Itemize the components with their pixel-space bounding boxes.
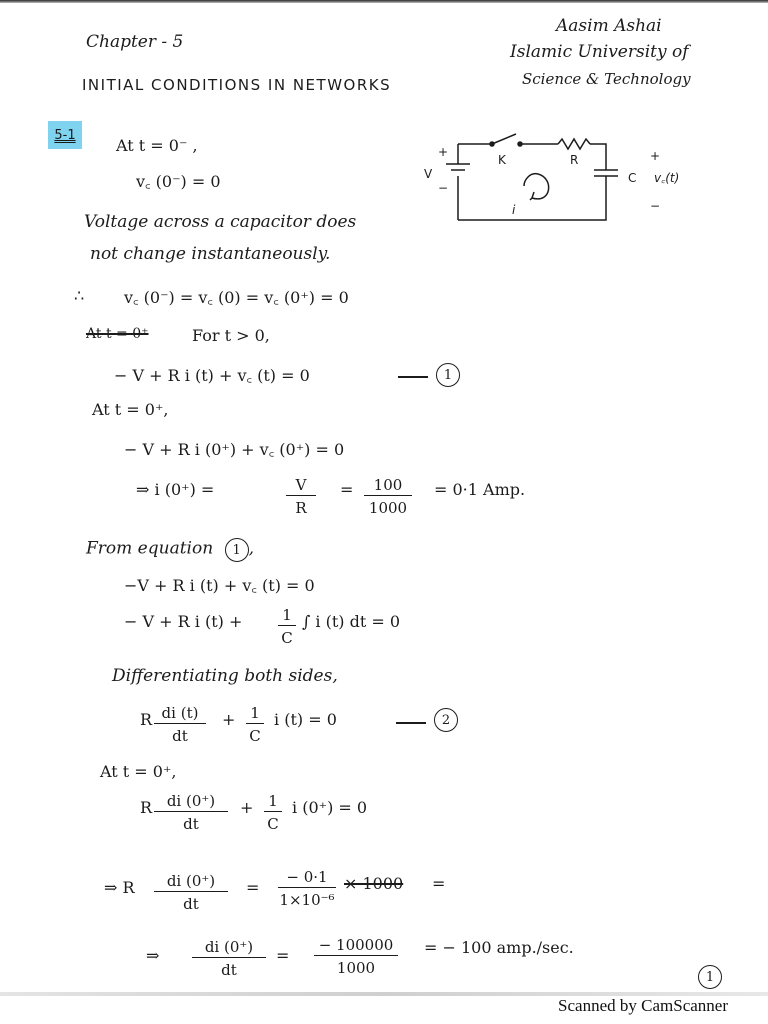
therefore-symbol: ∴ bbox=[74, 286, 85, 305]
statement-line-1: Voltage across a capacitor does bbox=[84, 212, 357, 232]
fraction-di-dt: $\frac{di (t)}{dt}$ bbox=[154, 704, 206, 745]
capacitor-label: C bbox=[628, 171, 637, 185]
voltage-equality-chain: v꜀ (0⁻) = v꜀ (0) = v꜀ (0⁺) = 0 bbox=[124, 288, 349, 307]
source-minus: − bbox=[438, 181, 449, 195]
source-label: V bbox=[424, 167, 433, 181]
affiliation-line-2: Science & Technology bbox=[522, 70, 691, 88]
kvl-repeat: −V + R i (t) + v꜀ (t) = 0 bbox=[124, 576, 315, 595]
diff-eq-plus: + bbox=[222, 710, 236, 729]
equals-sign-4: = bbox=[276, 946, 290, 965]
topic-title: INITIAL CONDITIONS IN NETWORKS bbox=[82, 76, 392, 94]
diff-zero-plus-plus: + bbox=[240, 798, 254, 817]
page-number: 1 bbox=[698, 965, 722, 989]
page-top-edge bbox=[0, 0, 768, 3]
fraction-1-over-c-3: $\frac{1}{C}$ bbox=[264, 792, 282, 833]
chapter-title: Chapter - 5 bbox=[86, 32, 184, 52]
fraction-di0-dt-final: $\frac{di (0^+)}{dt}$ bbox=[154, 872, 228, 913]
wire-to-capacitor bbox=[590, 144, 606, 170]
integral-equation-lhs: − V + R i (t) + bbox=[124, 612, 243, 631]
scanner-watermark: Scanned by CamScanner bbox=[558, 996, 728, 1015]
rc-circuit-diagram bbox=[420, 120, 720, 230]
equation-2-marker: 2 bbox=[434, 708, 458, 732]
kvl-zero-plus: − V + R i (0⁺) + v꜀ (0⁺) = 0 bbox=[124, 440, 345, 459]
switch-blade bbox=[492, 134, 516, 144]
equation-1-connector bbox=[398, 376, 428, 378]
at-zero-plus-2: At t = 0⁺, bbox=[100, 762, 177, 781]
equals-sign-3: = bbox=[432, 874, 446, 893]
source-plus: + bbox=[438, 145, 449, 159]
capacitor-minus: − bbox=[650, 199, 661, 213]
statement-line-2: not change instantaneously. bbox=[90, 244, 331, 264]
integral-equation-rhs: ∫ i (t) dt = 0 bbox=[302, 612, 401, 631]
fraction-01-over-microfarad: $\frac{- 0\cdot 1}{\text{1×10⁻⁶}}$ bbox=[279, 868, 335, 909]
current-loop-arc bbox=[524, 174, 549, 199]
current-zero-plus-result: = 0·1 Amp. bbox=[434, 480, 526, 499]
fraction-di0-dt-final2: $\frac{di (0^+)}{dt}$ bbox=[192, 938, 266, 979]
equation-2-connector bbox=[396, 722, 426, 724]
final2-arrow: ⇒ bbox=[146, 946, 160, 965]
diff-eq-r: R bbox=[140, 710, 153, 729]
capacitor-voltage-label: v꜀(t) bbox=[654, 171, 680, 185]
fraction-di0-dt: $\frac{di (0^+)}{dt}$ bbox=[154, 792, 228, 833]
final-step-lhs: ⇒ R bbox=[104, 878, 135, 897]
switch-label: K bbox=[498, 153, 506, 167]
differentiating-label: Differentiating both sides, bbox=[112, 666, 338, 686]
current-label: i bbox=[512, 203, 516, 217]
diff-eq-rest: i (t) = 0 bbox=[274, 710, 337, 729]
problem-number-badge: 5-1 bbox=[48, 121, 82, 149]
resistor-symbol bbox=[558, 139, 590, 149]
equals-sign-1: = bbox=[340, 480, 354, 499]
for-t-positive: For t > 0, bbox=[192, 326, 270, 345]
resistor-label: R bbox=[570, 153, 579, 167]
fraction-100000-over-1000: $\frac{- 100000}{1000}$ bbox=[314, 936, 398, 977]
diff-zero-plus-rest: i (0⁺) = 0 bbox=[292, 798, 368, 817]
struck-text: At t = 0⁺ bbox=[86, 326, 149, 342]
affiliation-line-1: Islamic University of bbox=[510, 42, 689, 62]
equals-sign-2: = bbox=[246, 878, 260, 897]
fraction-1-over-c-2: $\frac{1}{C}$ bbox=[246, 704, 264, 745]
equation-1-marker: 1 bbox=[436, 363, 460, 387]
diff-zero-plus-r: R bbox=[140, 798, 153, 817]
final-result: = − 100 amp./sec. bbox=[424, 938, 574, 957]
vc-zero-minus: v꜀ (0⁻) = 0 bbox=[136, 172, 221, 191]
from-equation-label: From equation 1 , bbox=[86, 538, 254, 562]
capacitor-plus: + bbox=[650, 149, 661, 163]
struck-value: × 1000 bbox=[344, 874, 404, 893]
fraction-v-over-r: $\frac{V}{R}$ bbox=[286, 476, 316, 517]
kvl-equation: − V + R i (t) + v꜀ (t) = 0 bbox=[114, 366, 310, 385]
author-name: Aasim Ashai bbox=[556, 16, 662, 36]
at-zero-plus: At t = 0⁺, bbox=[92, 400, 169, 419]
fraction-1-over-c: $\frac{1}{C}$ bbox=[278, 606, 296, 647]
at-zero-minus: At t = 0⁻ , bbox=[116, 136, 198, 155]
fraction-100-over-1000: $\frac{100}{1000}$ bbox=[364, 476, 412, 517]
current-zero-plus-lhs: ⇒ i (0⁺) = bbox=[136, 480, 215, 499]
